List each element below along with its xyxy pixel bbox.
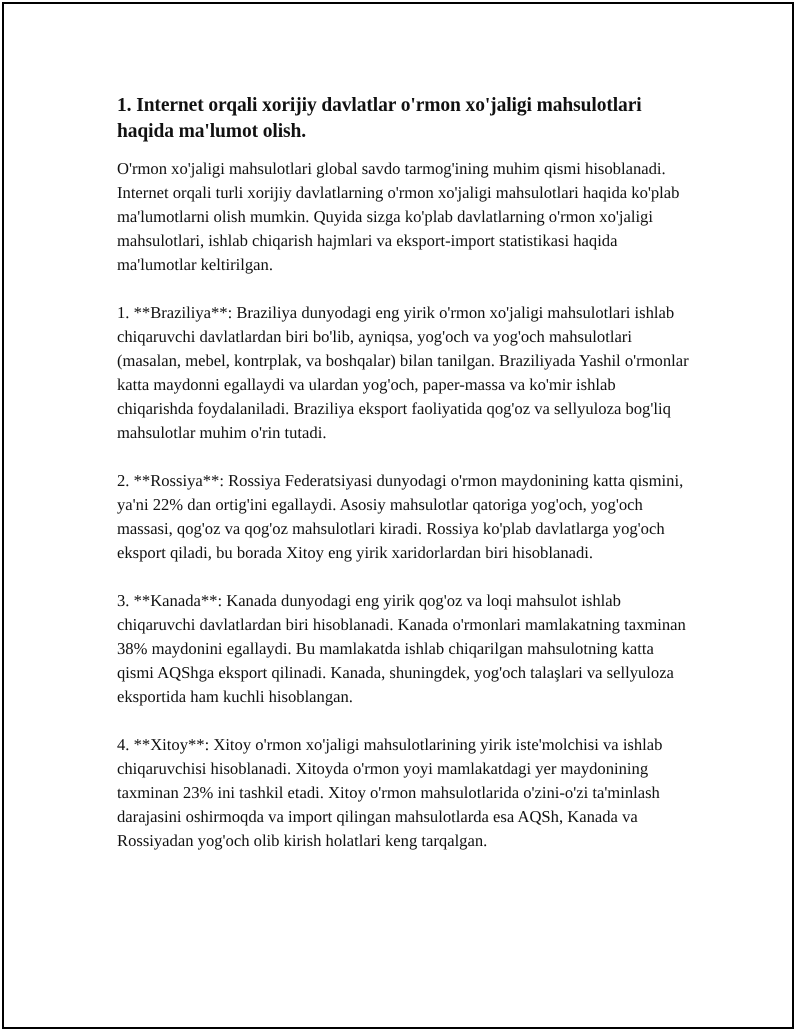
paragraph-rossiya: 2. **Rossiya**: Rossiya Federatsiyasi dunyodagi o'rmon maydonining katta qismini, ya'ni 22% dan ortig'ini egallaydi. Asosiy mahsulotlar qatoriga yog'och, yog'och massasi, qog'oz va qog'oz mahsulotlari kiradi. Rossiya ko'plab davlatlarga yog'och eksport qiladi, bu borada Xitoy eng yirik xaridorlardan biri hisoblanadi. [117, 471, 684, 562]
document-body [117, 93, 692, 877]
paragraph-kanada: 3. **Kanada**: Kanada dunyodagi eng yirik qog'oz va loqi mahsulot ishlab chiqaruvchi davlatlardan biri hisoblanadi. Kanada o'rmonlari mamlakatning taxminan 38% maydonini egallaydi. Bu mamlakatda ishlab chiqarilgan mahsulotning katta qismi AQShga eksport qilinadi. Kanada, shuningdek, yog'och talaşlari va sellyuloza eksportida ham kuchli hisoblangan. [117, 591, 686, 706]
paragraph-xitoy: 4. **Xitoy**: Xitoy o'rmon xo'jaligi mahsulotlarining yirik iste'molchisi va ishlab chiqaruvchisi hisoblanadi. Xitoyda o'rmon yoyi mamlakatdagi yer maydonining taxminan 23% ini tashkil etadi. Xitoy o'rmon mahsulotlarida o'zini-o'zi ta'minlash darajasini oshirmoqda va import qilingan mahsulotlarda esa AQSh, Kanada va Rossiyadan yog'och olib kirish holatlari keng tarqalgan. [117, 735, 663, 850]
paragraph-braziliya: 1. **Braziliya**: Braziliya dunyodagi eng yirik o'rmon xo'jaligi mahsulotlari ishlab chiqaruvchi davlatlardan biri bo'lib, ayniqsa, yog'och va yog'och mahsulotlari (masalan, mebel, kontrplak, va boshqalar) bilan tanilgan. Braziliyada Yashil o'rmonlar katta maydonni egallaydi va ulardan yog'och, paper-massa va ko'mir ishlab chiqarishda foydalaniladi. Braziliya eksport faoliyatida qog'oz va sellyuloza bog'liq mahsulotlar muhim o'rin tutadi. [117, 303, 689, 442]
section-heading: 1. Internet orqali xorijiy davlatlar o'rmon xo'jaligi mahsulotlari haqida ma'lumot olish. [117, 95, 642, 142]
intro-paragraph: O'rmon xo'jaligi mahsulotlari global savdo tarmog'ining muhim qismi hisoblanadi. Internet orqali turli xorijiy davlatlarning o'rmon xo'jaligi mahsulotlari haqida ko'plab ma'lumotlarni olish mumkin. Quyida sizga ko'plab davlatlarning o'rmon xo'jaligi mahsulotlari, ishlab chiqarish hajmlari va eksport-import statistikasi haqida ma'lumotlar keltirilgan. [117, 159, 680, 274]
